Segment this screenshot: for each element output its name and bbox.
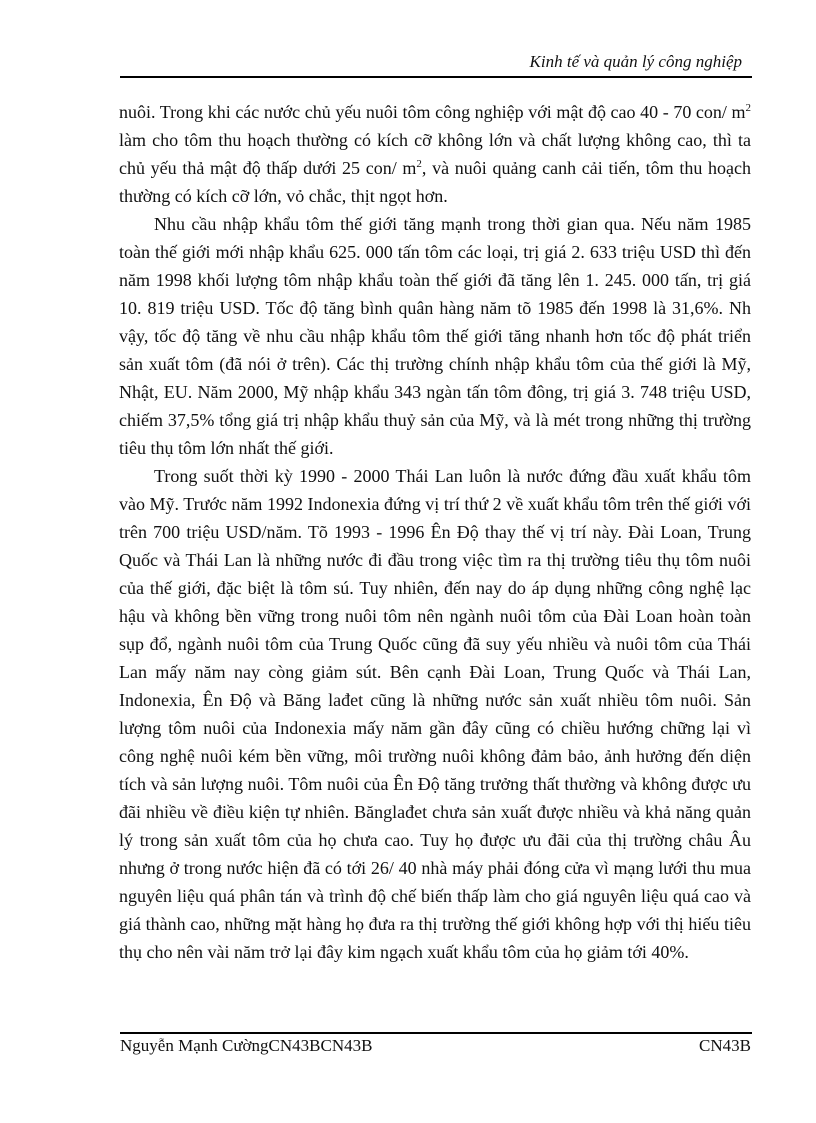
p1-sup-1: 2	[745, 102, 751, 114]
p1-text-a: nuôi. Trong khi các nước chủ yếu nuôi tôm công nghiệp với mật độ cao 40 - 70 con/ m	[119, 102, 746, 122]
footer-author: Nguyễn Mạnh CườngCN43BCN43B	[120, 1036, 373, 1055]
footer-divider	[120, 1032, 752, 1034]
paragraph-3: Trong suốt thời kỳ 1990 - 2000 Thái Lan luôn là nước đứng đầu xuất khẩu tôm vào Mỹ. Trước năm 1992 Indonexia đứng vị trí thứ 2 về xuất khẩu tôm trên thế giới với trên 700 triệu USD/năm. Tõ 1993 - 1996 Ên Độ thay thế vị trí này. Đài Loan, Trung Quốc và Thái Lan là những nước đi đầu trong việc tìm ra thị trường tiêu thụ tôm nuôi của thế giới, đặc biệt là tôm sú. Tuy nhiên, đến nay do áp dụng những công nghệ lạc hậu và không bền vững trong nuôi tôm nên ngành nuôi tôm của Đài Loan hoàn toàn sụp đổ, ngành nuôi tôm của Trung Quốc cũng đã suy yếu nhiều và nuôi tôm của Thái Lan mấy năm nay còng giảm sút. Bên cạnh Đài Loan, Trung Quốc và Thái Lan, Indonexia, Ên Độ và Băng lađet cũng là những nước sản xuất nhiều tôm nuôi. Sản lượng tôm nuôi của Indonexia mấy năm gần đây cũng có chiều hướng chững lại vì công nghệ nuôi kém bền vững, môi trường nuôi không đảm bảo, ảnh hưởng đến diện tích và sản lượng nuôi. Tôm nuôi của Ên Độ tăng trưởng thất thường và không được ưu đãi nhiều về điều kiện tự nhiên. Bănglađet chưa sản xuất được nhiều và khả năng quản lý trong sản xuất tôm của họ chưa cao. Tuy họ được ưu đãi của thị trường châu Âu nhưng ở trong nước hiện đã có tới 26/ 40 nhà máy phải đóng cửa vì mạng lưới thu mua nguyên liệu quá phân tán và trình độ chế biến thấp làm cho giá nguyên liệu quá cao và giá thành cao, những mặt hàng họ đưa ra thị trường thế giới không hợp với thị hiếu tiêu thụ cho nên vài năm trở lại đây kim ngạch xuất khẩu tôm của họ giảm tới 40%.	[119, 466, 751, 962]
header-divider	[120, 76, 752, 78]
body-text	[119, 98, 751, 966]
paragraph-1	[119, 98, 751, 210]
header-title: Kinh tế và quản lý công nghiệp	[529, 52, 742, 71]
p1-sup-2: 2	[416, 158, 422, 170]
paragraph-2: Nhu cầu nhập khẩu tôm thế giới tăng mạnh trong thời gian qua. Nếu năm 1985 toàn thế giới mới nhập khẩu 625. 000 tấn tôm các loại, trị giá 2. 633 triệu USD thì đến năm 1998 khối lượng tôm nhập khẩu toàn thế giới đã tăng lên 1. 245. 000 tấn, trị giá 10. 819 triệu USD. Tốc độ tăng bình quân hàng năm tõ 1985 đến 1998 là 31,6%. Nh vậy, tốc độ tăng về nhu cầu nhập khẩu tôm thế giới tăng nhanh hơn tốc độ phát triển sản xuất tôm (đã nói ở trên). Các thị trường chính nhập khẩu tôm của thế giới là Mỹ, Nhật, EU. Năm 2000, Mỹ nhập khẩu 343 ngàn tấn tôm đông, trị giá 3. 748 triệu USD, chiếm 37,5% tổng giá trị nhập khẩu thuỷ sản của Mỹ, và là mét trong những thị trường tiêu thụ tôm lớn nhất thế giới.	[119, 214, 751, 458]
p1-text-b: làm cho tôm thu hoạch thường có kích cỡ không lớn và chất lượng không cao, thì ta chủ yếu thả mật độ thấp dưới 25 con/ m	[119, 130, 751, 178]
page-header	[120, 52, 752, 78]
p1-text-c: , và nuôi quảng canh cải tiến, tôm thu hoạch thường có kích cỡ lớn, vỏ chắc, thịt ngọt hơn.	[119, 158, 751, 206]
footer-class-code: CN43B	[699, 1036, 751, 1055]
